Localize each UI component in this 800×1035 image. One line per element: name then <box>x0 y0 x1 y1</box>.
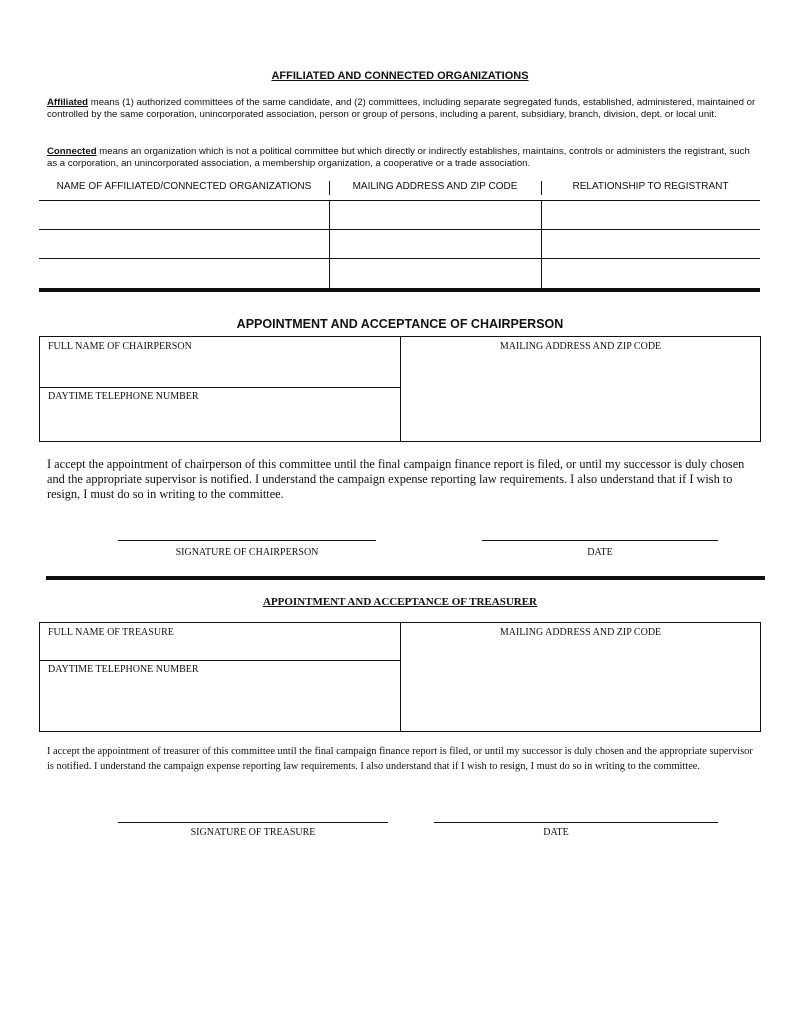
treasurer-name-field[interactable] <box>40 640 400 660</box>
chairperson-statement: I accept the appointment of chairperson of this committee until the final campaign finance report is filed, or until my successor is duly chosen and the appropriate supervisor is notified. I understand the campaign expense reporting law requirements. I also understand that if I wish to resign, I must do so in writing to the committee. <box>47 457 745 501</box>
chairperson-address-field[interactable] <box>401 355 760 441</box>
connected-definition <box>47 146 757 170</box>
section-divider <box>39 288 760 292</box>
affiliated-definition <box>47 97 757 121</box>
chairperson-name-label: FULL NAME OF CHAIRPERSON <box>48 341 192 352</box>
treasurer-address-field[interactable] <box>401 641 760 731</box>
treasurer-section-title: APPOINTMENT AND ACCEPTANCE OF TREASURER <box>262 596 537 608</box>
box-divider <box>40 387 400 388</box>
chairperson-signature-label: SIGNATURE OF CHAIRPERSON <box>175 547 319 558</box>
treasurer-statement: I accept the appointment of treasurer of this committee until the final campaign finance report is filed, or until my successor is duly chosen and the appropriate supervisor is notified. I understand the campaign expense reporting law requirements. I also understand that if I wish to resign, I must do so in writing to the committee. <box>47 746 753 772</box>
treasurer-phone-field[interactable] <box>40 678 400 731</box>
header-divider <box>329 181 330 195</box>
org-row-1-input[interactable] <box>39 202 760 228</box>
box-divider <box>40 660 400 661</box>
treasurer-name-label: FULL NAME OF TREASURE <box>48 627 174 638</box>
affiliated-section-title: AFFILIATED AND CONNECTED ORGANIZATIONS <box>271 70 529 82</box>
chairperson-section-title: APPOINTMENT AND ACCEPTANCE OF CHAIRPERSON <box>236 317 564 331</box>
column-header-relationship: RELATIONSHIP TO REGISTRANT <box>572 181 729 192</box>
org-row-3-input[interactable] <box>39 260 760 287</box>
affiliated-term: Affiliated <box>47 97 89 108</box>
column-header-org-name: NAME OF AFFILIATED/CONNECTED ORGANIZATIONS <box>56 181 312 192</box>
treasurer-date-line[interactable] <box>434 822 718 823</box>
table-row-line <box>39 258 760 259</box>
section-divider <box>46 576 765 580</box>
chairperson-signature-line[interactable] <box>118 540 376 541</box>
chairperson-phone-field[interactable] <box>40 405 400 441</box>
treasurer-signature-label: SIGNATURE OF TREASURE <box>190 827 316 838</box>
chairperson-date-label: DATE <box>587 547 613 558</box>
chairperson-box <box>39 336 761 442</box>
connected-term: Connected <box>47 146 97 157</box>
table-row-line <box>39 229 760 230</box>
chairperson-date-line[interactable] <box>482 540 718 541</box>
connected-definition-text: means an organization which is not a political committee but which directly or indirectly establishes, maintains, controls or administers the registrant, such as a corporation, an unincorporated association, a membership organization, a cooperative or a trade association. <box>47 146 750 169</box>
affiliated-definition-text: means (1) authorized committees of the same candidate, and (2) committees, including separate segregated funds, established, administered, maintained or controlled by the same corporation, unincorporated association, person or group of persons, including a parent, subsidiary, branch, division, dept. or local unit. <box>47 97 756 120</box>
column-header-address: MAILING ADDRESS AND ZIP CODE <box>352 181 518 192</box>
table-row-line <box>39 200 760 201</box>
treasurer-box <box>39 622 761 732</box>
chairperson-name-field[interactable] <box>40 355 400 387</box>
chairperson-address-label: MAILING ADDRESS AND ZIP CODE <box>499 341 662 352</box>
header-divider <box>541 181 542 195</box>
treasurer-phone-label: DAYTIME TELEPHONE NUMBER <box>48 664 199 675</box>
treasurer-signature-line[interactable] <box>118 822 388 823</box>
chairperson-phone-label: DAYTIME TELEPHONE NUMBER <box>48 391 199 402</box>
treasurer-date-label: DATE <box>543 827 569 838</box>
org-row-2-input[interactable] <box>39 231 760 257</box>
treasurer-address-label: MAILING ADDRESS AND ZIP CODE <box>499 627 662 638</box>
